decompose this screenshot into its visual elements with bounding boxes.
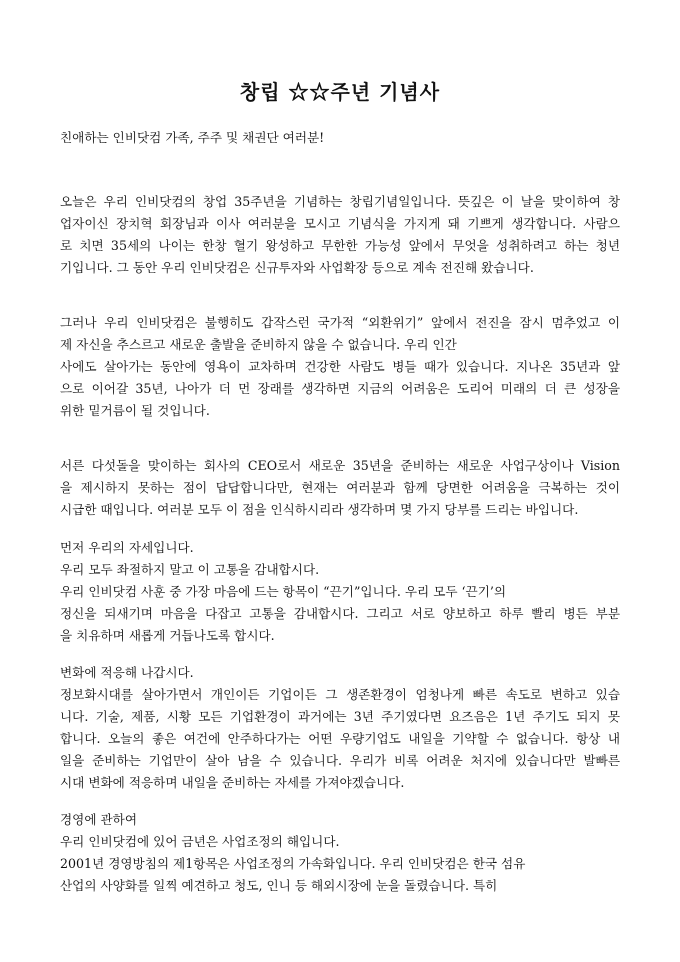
document-title: 창립 ☆☆주년 기념사: [239, 80, 441, 104]
text-line: 서른 다섯돌을 맞이하는 회사의 CEO로서 새로운 35년을 준비하는 새로운 사업구상이나 Vision: [60, 458, 620, 473]
text-line: 오늘은 우리 인비닷컴의 창업 35주년을 기념하는 창립기념일입니다. 뜻깊은 이 날을 맞이하여 창: [60, 194, 620, 209]
text-line: 우리 인비닷컴에 있어 금년은 사업조정의 해입니다.: [60, 834, 340, 849]
text-line: 우리 모두 좌절하지 말고 이 고통을 감내합시다.: [60, 562, 320, 577]
section-heading: 경영에 관하여: [60, 812, 137, 827]
salutation: 친애하는 인비닷컴 가족, 주주 및 채권단 여러분!: [60, 130, 325, 145]
text-line: 을 제시하지 못하는 점이 답답합니다만, 현재는 여러분과 함께 당면한 어려움을 극복하는 것이: [60, 480, 620, 495]
text-line: 정신을 되새기며 마음을 다잡고 고통을 감내합시다. 그리고 서로 양보하고 하루 빨리 병든 부분: [60, 606, 620, 621]
section-heading: 변화에 적응해 나갑시다.: [60, 665, 194, 680]
text-line: 그러나 우리 인비닷컴은 불행히도 갑작스런 국가적 “외환위기” 앞에서 전진을 잠시 멈추었고 이: [60, 315, 620, 330]
text-line: 2001년 경영방침의 제1항목은 사업조정의 가속화입니다. 우리 인비닷컴은 한국 섬유: [60, 856, 526, 871]
text-line: 제 자신을 추스르고 새로운 출발을 준비하지 않을 수 없습니다. 우리 인간: [60, 337, 457, 352]
text-line: 정보화시대를 살아가면서 개인이든 기업이든 그 생존환경이 엄청나게 빠른 속도로 변하고 있습: [60, 687, 620, 702]
text-line: 산업의 사양화를 일찍 예견하고 청도, 인니 등 해외시장에 눈을 돌렸습니다. 특히: [60, 878, 498, 893]
text-line: 우리 인비닷컴 사훈 중 가장 마음에 드는 항목이 “끈기”입니다. 우리 모두 ‘끈기’의: [60, 584, 507, 599]
text-line: 시급한 때입니다. 여러분 모두 이 점을 인식하시리라 생각하며 몇 가지 당부를 드리는 바입니다.: [60, 502, 579, 517]
text-line: 시대 변화에 적응하며 내일을 준비하는 자세를 가져야겠습니다.: [60, 775, 405, 790]
text-line: 으로 이어갈 35년, 나아가 더 먼 장래를 생각하면 지금의 어려움은 도리어 미래의 더 큰 성장을: [60, 381, 620, 396]
text-line: 위한 밑거름이 될 것입니다.: [60, 403, 210, 418]
section-heading: 먼저 우리의 자세입니다.: [60, 540, 194, 555]
text-line: 합니다. 오늘의 좋은 여건에 안주하다가는 어떤 우량기업도 내일을 기약할 수 없습니다. 항상 내: [60, 731, 620, 746]
text-line: 사에도 살아가는 동안에 영욕이 교차하며 건강한 사람도 병들 때가 있습니다. 지나온 35년과 앞: [60, 359, 620, 374]
text-line: 니다. 기술, 제품, 시황 모든 기업환경이 과거에는 3년 주기였다면 요즈음은 1년 주기도 되지 못: [60, 709, 620, 724]
text-line: 을 치유하며 새롭게 거듭나도록 합시다.: [60, 628, 275, 643]
text-line: 로 치면 35세의 나이는 한창 혈기 왕성하고 무한한 가능성 앞에서 무엇을 성취하려고 하는 청년: [60, 238, 620, 253]
text-line: 일을 준비하는 기업만이 살아 남을 수 있습니다. 우리가 비록 어려운 처지에 있습니다만 발빠른: [60, 753, 620, 768]
text-line: 업자이신 장치혁 회장님과 이사 여러분을 모시고 기념식을 가지게 돼 기쁘게 생각합니다. 사람으: [60, 216, 620, 231]
text-line: 기입니다. 그 동안 우리 인비닷컴은 신규투자와 사업확장 등으로 계속 전진해 왔습니다.: [60, 260, 534, 275]
